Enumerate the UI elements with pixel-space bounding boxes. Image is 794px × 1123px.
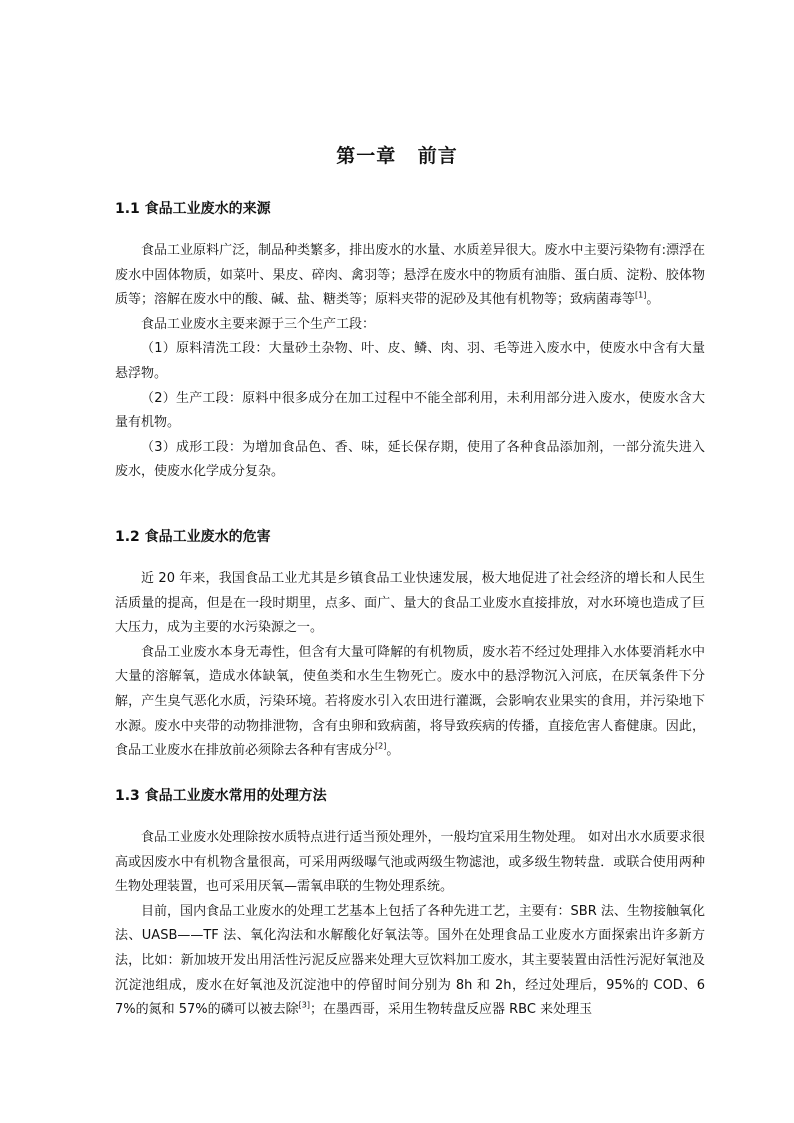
citation-ref: [1] <box>635 290 647 300</box>
paragraph: 食品工业废水处理除按水质特点进行适当预处理外，一般均宜采用生物处理。 如对出水水质要求很高或因废水中有机物含量很高，可采用两级曝气池或两级生物滤池，或多级生物转盘．或联合使用两种生物处理装置，也可采用厌氧—需氧串联的生物处理系统。 <box>115 830 705 895</box>
paragraph: 食品工业废水本身无毒性，但含有大量可降解的有机物质，废水若不经过处理排入水体要消耗水中大量的溶解氧，造成水体缺氧，使鱼类和水生生物死亡。废水中的悬浮物沉入河底，在厌氧条件下分解，产生臭气恶化水质，污染环境。若将废水引入农田进行灌溉，会影响农业果实的食用，并污染地下水源。废水中夹带的动物排泄物，含有虫卵和致病菌，将导致疾病的传播，直接危害人畜健康。因此，食品工业废水在排放前必须除去各种有害成分[2]。 <box>115 644 705 759</box>
paragraph: （3）成形工段：为增加食品色、香、味，延长保存期，使用了各种食品添加剂，一部分流失进入废水，使废水化学成分复杂。 <box>115 439 705 480</box>
chapter-title: 第一章 前言 <box>336 145 458 167</box>
paragraph: 近 20 年来，我国食品工业尤其是乡镇食品工业快速发展，极大地促进了社会经济的增长和人民生活质量的提高，但是在一段时期里，点多、面广、量大的食品工业废水直接排放，对水环境也造成了巨大压力，成为主要的水污染源之一。 <box>115 571 705 636</box>
section-1-1 <box>115 199 705 485</box>
paragraph: 食品工业废水主要来源于三个生产工段： <box>141 316 376 332</box>
paragraph: （1）原料清洗工段：大量砂土杂物、叶、皮、鳞、肉、羽、毛等进入废水中，使废水中含有大量悬浮物。 <box>115 341 705 381</box>
section-heading: 1.3 食品工业废水常用的处理方法 <box>115 788 327 804</box>
section-heading: 1.2 食品工业废水的危害 <box>115 529 271 545</box>
section-1-2 <box>115 527 705 764</box>
citation-ref: [2] <box>375 741 387 751</box>
section-1-3 <box>115 786 705 1023</box>
paragraph: （2）生产工段：原料中很多成分在加工过程中不能全部利用，未利用部分进入废水，使废水含大量有机物。 <box>115 390 705 431</box>
citation-ref: [3] <box>298 1000 310 1010</box>
paragraph: 目前，国内食品工业废水的处理工艺基本上包括了各种先进工艺，主要有：SBR 法、生物接触氧化法、UASB——TF 法、氧化沟法和水解酸化好氧法等。国外在处理食品工业废水方面探索出许多新方法，比如：新加坡开发出用活性污泥反应器来处理大豆饮料加工废水，其主要装置由活性污泥好氧池及沉淀池组成，废水在好氧池及沉淀池中的停留时间分别为 8h 和 2h，经过处理后，95%的 COD、67%的氮和 57%的磷可以被去除[3]；在墨西哥，采用生物转盘反应器 RBC 来处理玉 <box>115 903 705 1018</box>
section-heading: 1.1 食品工业废水的来源 <box>115 201 271 217</box>
paragraph: 食品工业原料广泛，制品种类繁多，排出废水的水量、水质差异很大。废水中主要污染物有:漂浮在废水中固体物质，如菜叶、果皮、碎肉、禽羽等；悬浮在废水中的物质有油脂、蛋白质、淀粉、胶体物质等；溶解在废水中的酸、碱、盐、糖类等；原料夹带的泥砂及其他有机物等；致病菌毒等[1]。 <box>115 243 705 308</box>
